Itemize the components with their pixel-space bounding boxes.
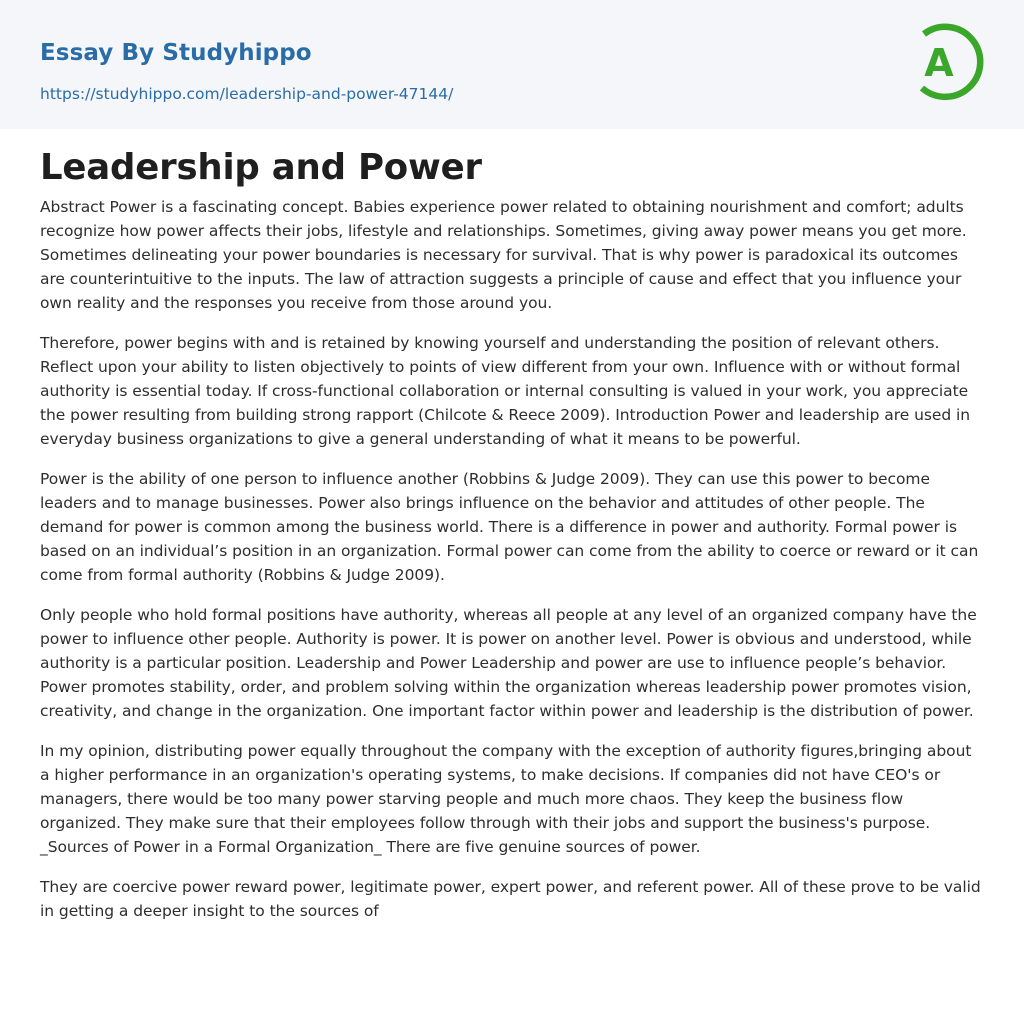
article-paragraph: Only people who hold formal positions have authority, whereas all people at any level of an organized company have the power to influence other people. Authority is power. It is power on another level. Power is obvious and understood, while authority is a particular position. Leadership and Power Leadership and power are use to influence people’s behavior. Power promotes stability, order, and problem solving within the organization whereas leadership power promotes vision, creativity, and change in the organization. One important factor within power and leadership is the distribution of power. bbox=[40, 606, 977, 720]
article-paragraph: They are coercive power reward power, legitimate power, expert power, and referent power. All of these prove to be valid in getting a deeper insight to the sources of bbox=[40, 878, 981, 920]
article-paragraph: Power is the ability of one person to influence another (Robbins & Judge 2009). They can use this power to become leaders and to manage businesses. Power also brings influence on the behavior and attitudes of other people. The demand for power is common among the business world. There is a difference in power and authority. Formal power is based on an individual’s position in an organization. Formal power can come from the ability to coerce or reward or it can come from formal authority (Robbins & Judge 2009). bbox=[40, 470, 979, 584]
page-title: Leadership and Power bbox=[40, 147, 482, 188]
site-brand[interactable]: Essay By Studyhippo bbox=[40, 40, 312, 66]
source-url-link[interactable]: https://studyhippo.com/leadership-and-power-47144/ bbox=[40, 85, 454, 103]
article-paragraph: In my opinion, distributing power equally throughout the company with the exception of authority figures,bringing about a higher performance in an organization's operating systems, to make decisions. If companies did not have CEO's or managers, there would be too many power starving people and much more chaos. They keep the business flow organized. They make sure that their employees follow through with their jobs and support the business's purpose. _Sources of Power in a Formal Organization_ There are five genuine sources of power. bbox=[40, 742, 972, 856]
logo-letter: A bbox=[924, 41, 954, 85]
studyhippo-logo-icon[interactable] bbox=[912, 18, 986, 106]
logo-ring-icon bbox=[912, 18, 986, 106]
article-paragraph: Therefore, power begins with and is retained by knowing yourself and understanding the position of relevant others. Reflect upon your ability to listen objectively to points of view different from your own. Influence with or without formal authority is essential today. If cross-functional collaboration or internal consulting is valued in your work, you appreciate the power resulting from building strong rapport (Chilcote & Reece 2009). Introduction Power and leadership are used in everyday business organizations to give a general understanding of what it means to be powerful. bbox=[40, 334, 971, 448]
site-header bbox=[0, 0, 1024, 129]
article-body bbox=[0, 129, 1024, 923]
article-paragraph: Abstract Power is a fascinating concept. Babies experience power related to obtaining nourishment and comfort; adults recognize how power affects their jobs, lifestyle and relationships. Sometimes, giving away power means you get more. Sometimes delineating your power boundaries is necessary for survival. That is why power is paradoxical its outcomes are counterintuitive to the inputs. The law of attraction suggests a principle of cause and effect that you influence your own reality and the responses you receive from those around you. bbox=[40, 198, 967, 312]
